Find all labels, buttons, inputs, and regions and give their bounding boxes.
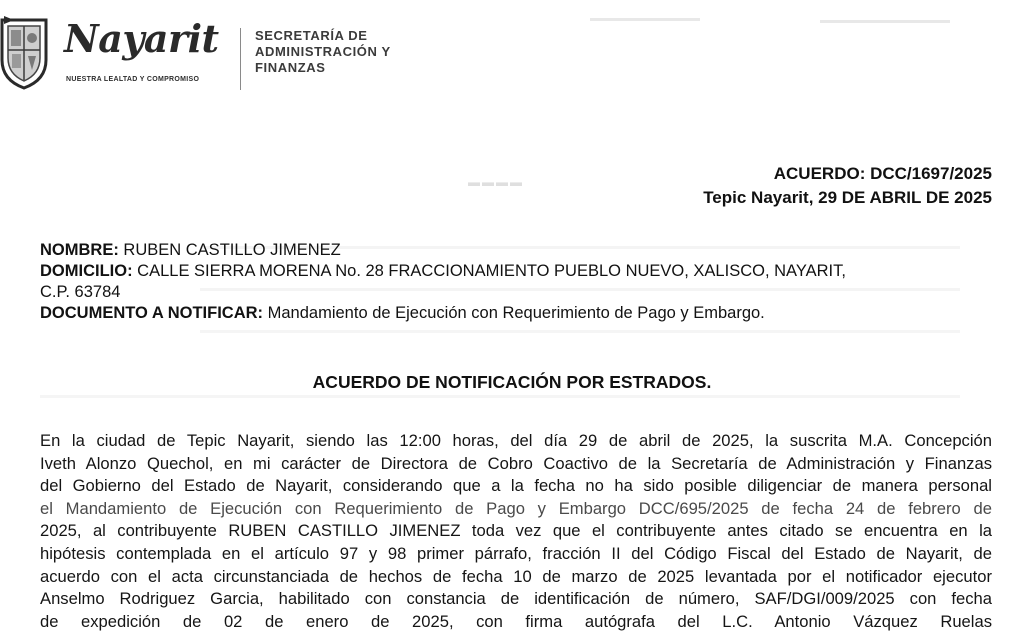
body-line: del Gobierno del Estado de Nayarit, considerando que a la fecha no ha sido posible diligenciar de manera personal — [40, 476, 992, 496]
postal-code: C.P. 63784 — [40, 283, 121, 301]
party-info — [40, 240, 992, 324]
logo-wordmark: Nayarit — [64, 16, 219, 61]
address-value: CALLE SIERRA MORENA No. 28 FRACCIONAMIENTO PUEBLO NUEVO, XALISCO, NAYARIT, — [137, 262, 846, 280]
address-row — [40, 261, 992, 282]
body-line: En la ciudad de Tepic Nayarit, siendo las 12:00 horas, del día 29 de abril de 2025, la suscrita M.A. Concepción — [40, 431, 992, 450]
department-line: ADMINISTRACIÓN Y — [255, 44, 391, 59]
reference-block — [703, 162, 992, 210]
letterhead — [0, 8, 480, 88]
department-line: FINANZAS — [255, 60, 326, 75]
notice-title: ACUERDO DE NOTIFICACIÓN POR ESTRADOS. — [312, 372, 712, 392]
document-label: DOCUMENTO A NOTIFICAR: — [40, 304, 264, 322]
body-line: Anselmo Rodriguez Garcia, habilitado con constancia de identificación de número, SAF/DGI/009/2025 con fecha — [40, 589, 992, 609]
name-label: NOMBRE: — [40, 241, 119, 259]
body-line: de expedición de 02 de enero de 2025, con firma autógrafa del L.C. Antonio Vázquez Ruelas — [40, 611, 992, 631]
postal-row — [40, 282, 992, 303]
body-paragraph — [40, 430, 992, 633]
agreement-number: ACUERDO: DCC/1697/2025 — [773, 164, 992, 183]
document-row — [40, 303, 992, 324]
logo-tagline: NUESTRA LEALTAD Y COMPROMISO — [66, 76, 200, 83]
name-row — [40, 240, 992, 261]
bleed-through-line — [200, 330, 960, 333]
body-line: acuerdo con el acta circunstanciada de hechos de fecha 10 de marzo de 2025 levantada por el notificador ejecutor — [40, 566, 992, 586]
bleed-through-heading: ▬▬▬▬ — [468, 175, 524, 189]
body-line: Iveth Alonzo Quechol, en mi carácter de Directora de Cobro Coactivo de la Secretaría de Administración y Finanzas — [40, 453, 992, 473]
state-seal-icon — [0, 14, 48, 90]
department-line: SECRETARÍA DE — [255, 28, 368, 43]
bleed-through-line — [590, 18, 700, 21]
department-name — [255, 28, 391, 76]
header-divider — [240, 28, 241, 90]
place-date: Tepic Nayarit, 29 DE ABRIL DE 2025 — [703, 188, 992, 207]
body-line: hipótesis contemplada en el artículo 97 y 98 primer párrafo, fracción II del Código Fiscal del Estado de Nayarit, de — [40, 543, 992, 563]
address-label: DOMICILIO: — [40, 262, 133, 280]
bleed-through-line — [40, 395, 960, 398]
bleed-through-line — [820, 20, 950, 23]
body-line: 2025, al contribuyente RUBEN CASTILLO JIMENEZ toda vez que el contribuyente antes citado se encuentra en la — [40, 521, 992, 541]
name-value: RUBEN CASTILLO JIMENEZ — [123, 241, 341, 259]
document-value: Mandamiento de Ejecución con Requerimiento de Pago y Embargo. — [267, 304, 765, 322]
body-line: el Mandamiento de Ejecución con Requerimiento de Pago y Embargo DCC/695/2025 de fecha 24 de febrero de — [40, 498, 992, 518]
